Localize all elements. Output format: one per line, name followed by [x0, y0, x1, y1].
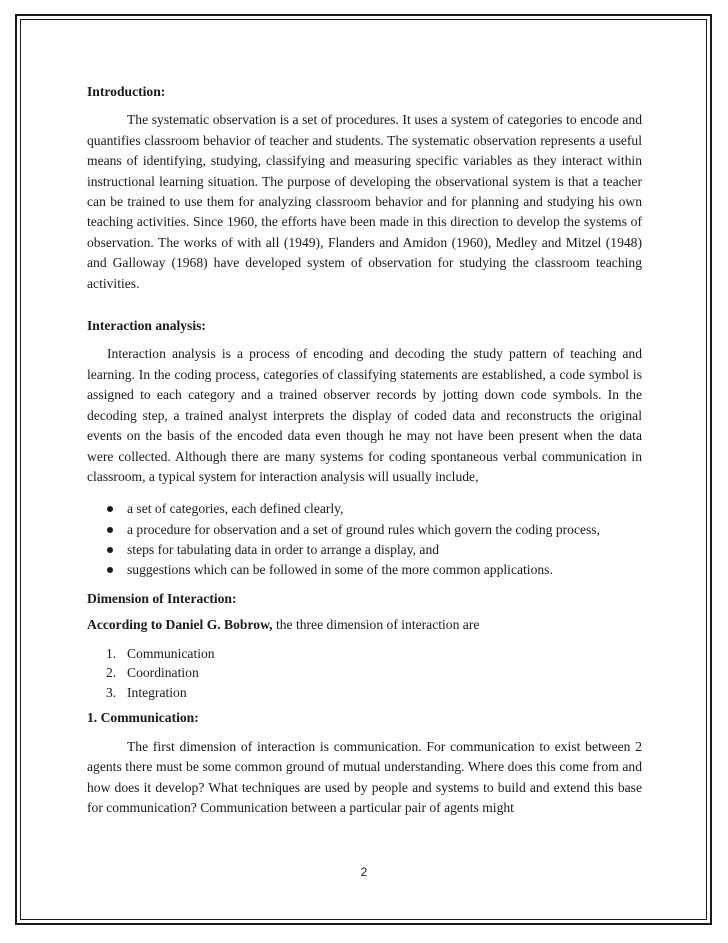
list-item: steps for tabulating data in order to arrange a display, and	[87, 540, 642, 560]
list-item: 1. Communication	[106, 645, 215, 661]
document-body	[87, 82, 642, 819]
dimension-heading: Dimension of Interaction:	[87, 590, 237, 606]
interaction-system-list	[87, 499, 642, 581]
bullet-icon	[107, 506, 113, 512]
bullet-icon	[107, 567, 113, 573]
page-number: 2	[360, 865, 368, 879]
communication-heading: 1. Communication:	[87, 710, 199, 726]
bullet-icon	[107, 527, 113, 533]
list-item: 2. Coordination	[106, 665, 199, 681]
dimension-lead-author: According to Daniel G. Bobrow,	[87, 617, 273, 633]
introduction-paragraph: The systematic observation is a set of procedures. It uses a system of categories to encode and quantifies classroom behavior of teacher and students. The systematic observation represents a useful means of identifying, studying, classifying and measuring specific variables as they interact within instructional learning situation. The purpose of developing the observational system is that a teacher can be trained to use them for analyzing classroom behavior and for planning and studying his own teaching activities. Since 1960, the efforts have been made in this direction to develop the systems of observation. The works of with all (1949), Flanders and Amidon (1960), Medley and Mitzel (1948) and Galloway (1968) have developed system of observation for studying the classroom teaching activities.	[87, 112, 642, 291]
dimension-list	[87, 644, 642, 703]
interaction-analysis-paragraph: Interaction analysis is a process of encoding and decoding the study pattern of teaching and learning. In the coding process, categories of classifying statements are established, a code symbol is assigned to each category and a trained observer records by jotting down code symbols. In the decoding step, a trained analyst interprets the display of coded data and reconstructs the original events on the basis of the encoded data even though he may not have been present when the data were collected. Although there are many systems for coding spontaneous verbal communication in classroom, a typical system for interaction analysis will usually include,	[87, 346, 642, 484]
introduction-heading: Introduction:	[87, 84, 166, 99]
dimension-lead	[87, 615, 642, 635]
list-item: a procedure for observation and a set of ground rules which govern the coding process,	[87, 520, 642, 540]
bullet-icon	[107, 547, 113, 553]
list-item: suggestions which can be followed in some of the more common applications.	[87, 560, 642, 580]
dimension-lead-text: the three dimension of interaction are	[272, 617, 480, 633]
list-item: a set of categories, each defined clearly,	[87, 499, 642, 519]
list-item: 3. Integration	[106, 684, 187, 700]
communication-paragraph: The first dimension of interaction is communication. For communication to exist between 2 agents there must be some common ground of mutual understanding. Where does this come from and how does it develop? What techniques are used by people and systems to build and extend this base for communication? Communication between a particular pair of agents might	[87, 738, 642, 816]
interaction-analysis-heading: Interaction analysis:	[87, 318, 206, 334]
